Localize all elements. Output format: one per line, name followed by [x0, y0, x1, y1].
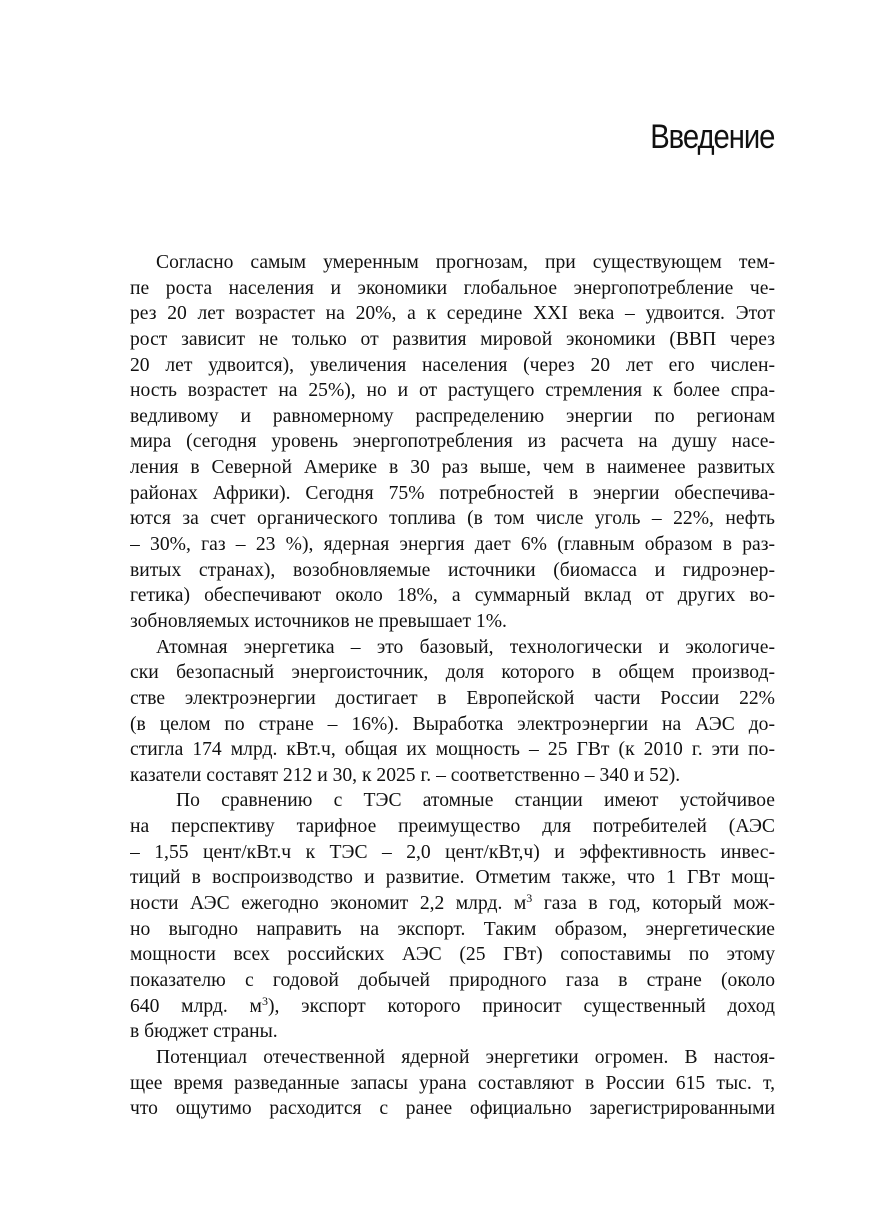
paragraph-2	[130, 635, 775, 789]
text-line: ления в Северной Америке в 30 раз выше, чем в наименее развитых	[130, 457, 775, 479]
text-line	[130, 994, 775, 1020]
text-line: стигла 174 млрд. кВт.ч, общая их мощность – 25 ГВт (к 2010 г. эти по-	[130, 739, 775, 761]
text-line	[130, 891, 775, 917]
text-fragment: ности АЭС ежегодно экономит 2,2 млрд. м	[130, 893, 527, 915]
paragraph-4	[130, 1045, 775, 1122]
text-line: показателю с годовой добычей природного газа в стране (около	[130, 969, 775, 991]
text-line: мира (сегодня уровень энергопотребления из расчета на душу насе-	[130, 431, 775, 453]
text-line: 20 лет удвоится), увеличения населения (через 20 лет его числен-	[130, 354, 775, 376]
text-line: ность возрастет на 25%), но и от растущего стремления к более спра-	[130, 380, 775, 402]
text-line: ведливому и равномерному распределению энергии по регионам	[130, 405, 775, 427]
text-fragment: 640 млрд. м	[130, 995, 262, 1017]
text-fragment: ), экспорт которого приносит существенный доход	[267, 995, 775, 1017]
text-line: ются за счет органического топлива (в том числе уголь – 22%, нефть	[130, 508, 775, 530]
text-line: районах Африки). Сегодня 75% потребностей в энергии обеспечива-	[130, 482, 775, 504]
paragraph-3	[130, 788, 775, 1044]
text-line: рост зависит не только от развития мировой экономики (ВВП через	[130, 328, 775, 350]
text-line: Атомная энергетика – это базовый, технологически и экологиче-	[156, 636, 775, 658]
text-line: – 1,55 цент/кВт.ч к ТЭС – 2,0 цент/кВт,ч) и эффективность инвес-	[130, 841, 775, 863]
text-line: – 30%, газ – 23 %), ядерная энергия дает 6% (главным образом в раз-	[130, 534, 775, 556]
text-line: что ощутимо расходится с ранее официально зарегистрированными	[130, 1098, 775, 1120]
paragraph-1	[130, 250, 775, 635]
text-line: ски безопасный энергоисточник, доля которого в общем производ-	[130, 662, 775, 684]
text-line: щее время разведанные запасы урана составляют в России 615 тыс. т,	[130, 1072, 775, 1094]
text-line: тиций в воспроизводство и развитие. Отметим также, что 1 ГВт мощ-	[130, 867, 775, 889]
page-title: Введение	[649, 118, 774, 156]
text-line: пе роста населения и экономики глобальное энергопотребление че-	[130, 277, 775, 299]
text-line: но выгодно направить на экспорт. Таким образом, энергетические	[130, 918, 775, 940]
text-line: зобновляемых источников не превышает 1%.	[130, 610, 507, 632]
text-line: (в целом по стране – 16%). Выработка электроэнергии на АЭС до-	[130, 713, 775, 735]
text-line: Потенциал отечественной ядерной энергетики огромен. В настоя-	[156, 1046, 775, 1068]
body-text	[130, 250, 775, 1122]
superscript: 3	[261, 993, 268, 1008]
text-line: казатели составят 212 и 30, к 2025 г. – соответственно – 340 и 52).	[130, 764, 681, 786]
text-fragment: газа в год, который мож-	[532, 893, 775, 915]
text-line: в бюджет страны.	[130, 1021, 278, 1043]
text-line: витых странах), возобновляемые источники (биомасса и гидроэнер-	[130, 559, 775, 581]
text-line: Согласно самым умеренным прогнозам, при существующем тем-	[156, 252, 775, 273]
text-line: стве электроэнергии достигает в Европейской части России 22%	[130, 687, 775, 709]
text-line: мощности всех российских АЭС (25 ГВт) сопоставимы по этому	[130, 944, 775, 966]
superscript: 3	[526, 891, 533, 906]
text-line: По сравнению с ТЭС атомные станции имеют устойчивое	[176, 790, 775, 812]
text-line: гетика) обеспечивают около 18%, а суммарный вклад от других во-	[130, 585, 775, 607]
text-line: рез 20 лет возрастет на 20%, а к середине XXI века – удвоится. Этот	[130, 303, 775, 325]
text-line: на перспективу тарифное преимущество для потребителей (АЭС	[130, 816, 775, 838]
